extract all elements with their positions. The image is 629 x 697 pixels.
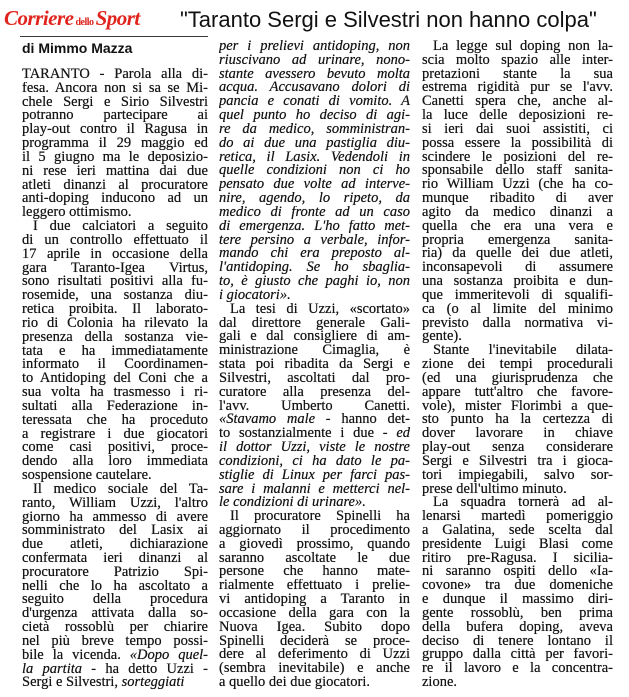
article-line: sono risultati positivi alla fu- [22, 275, 208, 290]
article-line: play-out senza considerare [422, 441, 613, 455]
article-line: ni saranno ospiti dello «Ia- [422, 565, 613, 580]
article-line: gara Taranto-Igea Virtus, [22, 261, 208, 276]
article-line: prese dell'ultimo minuto. [422, 482, 567, 497]
article-line: sare i malanni e metterci nel- [219, 482, 410, 497]
article-line: presenza della sostanza vie- [22, 330, 208, 345]
article-line: play-out contro il Ragusa in [22, 123, 208, 138]
article-line: confermata ieri dinanzi al [22, 551, 208, 566]
article-line: scindere le posizioni del re- [422, 150, 613, 165]
article-line: (ed una giurisprudenza che [422, 371, 613, 386]
article-line: (sembra inevitabile) e anche [219, 662, 410, 677]
article-line: una sostanza proibita e dun- [422, 275, 613, 289]
article-column-3 [422, 40, 613, 690]
article-line: dal direttore generale Gali- [219, 316, 410, 331]
article-line [219, 413, 410, 427]
article-line: di emergenza. L'ho fatto met- [219, 219, 410, 234]
article-line: i giocatori». [219, 288, 291, 303]
article-line: anti-doping inducono ad un [22, 192, 208, 207]
article-line: inconsapevoli di assumere [422, 261, 613, 276]
article-line: medico di fronte ad un caso [219, 205, 410, 220]
article-line: stata poi ribadita da Sergi e [219, 358, 410, 372]
article-line: appare tutt'altro che favore- [422, 385, 613, 400]
article-line: mando chi era preposto al- [219, 247, 410, 262]
article-line: dere al deferimento di Uzzi [219, 648, 410, 663]
article-line: giorno ha ammesso di avere [22, 510, 208, 525]
article-paragraph [219, 510, 410, 690]
article-line: zione dei tempi procedurali [422, 358, 613, 372]
article-line: Sergi e Silvestri tra i gioca- [422, 454, 613, 469]
article-line: to Antidoping del Coni che a [22, 372, 208, 387]
article-line: a giovedì prossimo, quando [219, 537, 410, 552]
article-line: sospensione cautelare. [22, 469, 152, 483]
article-line: propria emergenza sanita- [422, 233, 613, 248]
article-line: per i prelievi antidoping, non [219, 40, 410, 54]
article-line: a registrare i due giocatori [22, 427, 208, 442]
article-line: si ieri dai suoi assistiti, ci [422, 122, 613, 137]
article-line: potranno partecipare ai [22, 109, 208, 124]
article-line: sponsabile dello staff sanita- [422, 164, 613, 179]
roman-text: Sergi e Silvestri, [22, 676, 122, 691]
article-line: stiglie di Linux per farci pas- [219, 468, 410, 483]
article-line [22, 649, 208, 663]
italic-text: «Stavamo male [219, 413, 316, 428]
article-line: curatore alla presenza del- [219, 385, 410, 400]
article-line: sua volta ha trasmesso i ri- [22, 386, 208, 400]
article-line: a Galatina, sede scelta dal [422, 523, 613, 538]
article-line: I due calciatori a seguito [33, 220, 208, 234]
article-paragraph [422, 496, 613, 690]
article-line: condizioni, ci ha dato le pa- [219, 454, 410, 469]
article-paragraph [219, 303, 410, 510]
article-paragraph [22, 483, 208, 690]
article-line: presidente Luigi Blasi come [422, 537, 613, 552]
article-line: riuscivano ad urinare, nono- [219, 53, 410, 68]
article-line: gente). [422, 330, 462, 345]
article-line: l'antidoping. Se ho sbaglia- [219, 261, 410, 276]
article-line: leggero ottimismo. [22, 206, 132, 221]
article-line: do ai due una pastiglia diu- [219, 136, 410, 151]
article-line: rosemide, una sostanza diu- [22, 289, 208, 304]
article-line: La tesi di Uzzi, «scortato» [230, 302, 410, 317]
article-line: occasione della gara con la [219, 606, 410, 621]
article-line: ni rese ieri mattina dai due [22, 164, 208, 179]
article-line: chele Sergi e Sirio Silvestri [22, 95, 208, 110]
italic-text: ed [396, 427, 410, 442]
article-paragraph [422, 344, 613, 496]
article-line: sto punto ha la certezza di [422, 413, 613, 428]
article-line: covone» tra due domeniche [422, 579, 613, 594]
roman-text: - hanno det- [315, 413, 410, 428]
article-line: previsto dalla normativa vi- [422, 316, 613, 331]
article-line: lenarsi martedì pomeriggio [422, 510, 613, 524]
logo-word-sport: Sport [95, 6, 140, 30]
italic-text: la partita [22, 662, 83, 677]
article-line: fesa. Ancora non si sa se Mi- [22, 81, 208, 96]
article-line: tere persino a verbale, infor- [219, 233, 410, 248]
roman-text: bile la vicenda. [22, 648, 130, 663]
article-line: acqua. Accusavano dolori di [219, 81, 410, 96]
article-line: della bufera doping, aveva [422, 620, 613, 635]
article-line: la luce delle deposizioni re- [422, 109, 613, 123]
logo-word-corriere: Corriere [4, 6, 74, 30]
article-line: cietà rossoblù per chiarire [22, 621, 208, 635]
article-line: l'avv. Umberto Canetti. [219, 399, 410, 414]
article-line: rio di Colonia ha rilevato la [22, 316, 208, 331]
article-line: rio William Uzzi (che ha co- [422, 178, 613, 193]
article-column-1 [22, 68, 208, 690]
article-line: agito da medico dinanzi a [422, 205, 613, 220]
article-line: a quello dei due giocatori. [219, 676, 370, 690]
article-paragraph [422, 40, 613, 344]
article-line: le condizioni di urinare». [219, 496, 366, 511]
article-line: retica, il Lasix. Vedendoli in [219, 150, 410, 165]
headline: "Taranto Sergi e Silvestri non hanno colpa" [180, 7, 597, 32]
article-line: rialmente effettuato i prelie- [219, 579, 410, 594]
article-line: il dottor Uzzi, viste le nostre [219, 441, 410, 455]
article-line: deciso di tenere lontano il [422, 634, 613, 649]
article-line: stante avessero bevuto molta [219, 67, 410, 82]
article-line: seguito della procedura [22, 593, 208, 608]
article-line: ministrazione Cimaglia, è [219, 344, 410, 359]
article-line: retica proibita. Il laborato- [22, 303, 208, 317]
article-line: Spinelli deciderà se proce- [219, 634, 410, 649]
article-line: quella che era una vera e [422, 219, 613, 234]
article-line: vole), mister Florimbi a que- [422, 399, 613, 414]
article-line: procuratore Patrizio Spi- [22, 565, 208, 580]
article-line: nelli che lo ha ascoltato a [22, 579, 208, 594]
article-line: Il procuratore Spinelli ha [230, 510, 410, 524]
article-line: nire, agendo, lo ripeto, da [219, 192, 410, 206]
article-line: gruppo dalla città per favori- [422, 648, 613, 663]
article-line: estrema rigidità pur se l'avv. [422, 81, 613, 96]
article-line: sultati alla Federazione in- [22, 399, 208, 414]
article-line: due atleti, dichiarazione [22, 538, 208, 552]
article-line: pensato due volte ad interve- [219, 178, 410, 193]
article-column-2 [219, 40, 410, 690]
article-line: Canetti spera che, anche al- [422, 95, 613, 110]
article-line: pretazioni stante la sua [422, 67, 613, 82]
newspaper-logo [4, 6, 140, 32]
article-line: La squadra tornerà ad al- [433, 496, 613, 511]
article-paragraph [22, 220, 208, 483]
article-line: pancia e conati di vomito. A [219, 95, 410, 110]
article-line: ca (o al limite del minimo [422, 302, 613, 317]
logo-word-dello: dello [75, 17, 94, 28]
article-line: quel punto ho deciso di agi- [219, 109, 410, 123]
article-paragraph [219, 40, 410, 303]
article-line: gente rossoblù, ben prima [422, 606, 613, 621]
article-line: re il lavoro e la concentra- [422, 662, 613, 677]
article-line: 17 aprile in occasione della [22, 247, 208, 262]
article-line: come casi positivi, proce- [22, 441, 208, 456]
article-line [219, 427, 410, 441]
article-line: atleti dinanzi al procuratore [22, 178, 208, 193]
article-line: re da medico, somministran- [219, 122, 410, 137]
article-line: munque ribadito di aver [422, 192, 613, 206]
article-line: tori impiegabili, salvo sor- [422, 468, 613, 483]
article-line: possa essere la possibilità di [422, 136, 613, 151]
article-line: teressata che ha proceduto [22, 413, 208, 428]
article-line: zione. [422, 676, 458, 690]
italic-text: sorteggiati [121, 676, 185, 691]
article-line: ranto, William Uzzi, l'altro [22, 496, 208, 511]
italic-text: «Dopo quel- [129, 648, 208, 663]
article-line: tata e ha immediatamente [22, 344, 208, 359]
article-line: ritiro pre-Ragusa. I sicilia- [422, 551, 613, 566]
article-line: dover lavorare in chiave [422, 427, 613, 442]
article-line: La legge sul doping non la- [433, 40, 613, 54]
byline: di Mimmo Mazza [22, 40, 133, 56]
article-line: quelle condizioni non ci ho [219, 164, 410, 179]
article-line: ria) da quelle dei due atleti, [422, 247, 613, 262]
article-line: que immeritevoli di squalifi- [422, 288, 613, 303]
article-line: Il medico sociale del Ta- [33, 482, 208, 497]
article-line: vi antidoping a Taranto in [219, 593, 410, 607]
article-line: nel più breve tempo possi- [22, 634, 208, 649]
article-line: programma il 29 maggio ed [22, 137, 208, 151]
article-line: to, è giusto che paghi io, non [219, 275, 410, 289]
article-line: gali e dal consigliere di am- [219, 330, 410, 345]
article-line: di un controllo effettuato il [22, 233, 208, 248]
article-line: persone che hanno mate- [219, 565, 410, 580]
article-paragraph [22, 68, 208, 220]
roman-text: - ha detto Uzzi - [82, 662, 208, 677]
article-line: dendo alla loro immediata [22, 455, 208, 470]
article-line [22, 676, 208, 690]
article-line: Stante l'inevitabile dilata- [433, 344, 613, 359]
article-line: informato il Coordinamen- [22, 358, 208, 373]
header-rule [20, 36, 208, 37]
article-line: TARANTO - Parola alla di- [22, 68, 208, 82]
article-line: e dunque il massimo diri- [422, 593, 613, 607]
article-line: saranno ascoltate le due [219, 551, 410, 566]
article-line: il 5 giugno ma le deposizio- [22, 150, 208, 165]
article-line: scia molto spazio alle inter- [422, 53, 613, 68]
roman-text: to sostanzialmente i due - [219, 427, 397, 442]
article-line: Nuova Igea. Subito dopo [219, 620, 410, 635]
article-line: aggiornato il procedimento [219, 523, 410, 538]
article-line: somministrato del Lasix ai [22, 524, 208, 539]
article-line: d'urgenza attivata dalla so- [22, 607, 208, 622]
article-line [22, 663, 208, 677]
article-line: Silvestri, ascoltati dal pro- [219, 371, 410, 386]
